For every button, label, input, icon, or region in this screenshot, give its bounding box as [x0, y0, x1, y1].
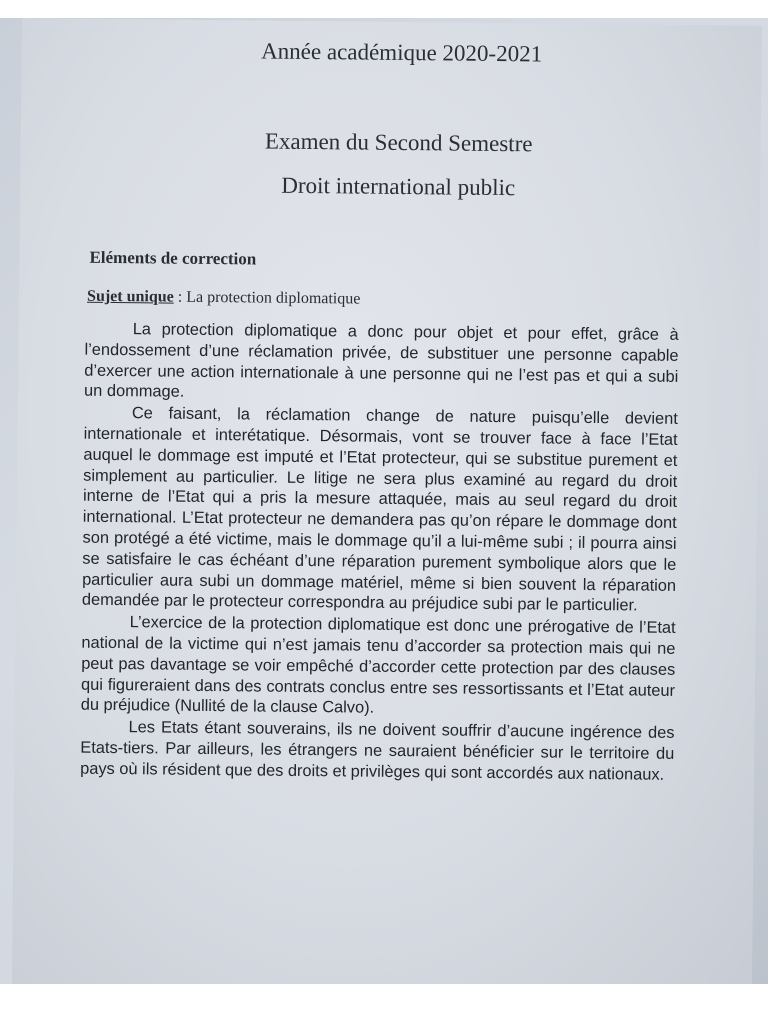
course-title: Droit international public — [281, 172, 516, 201]
subject-line — [87, 288, 361, 309]
subject-title: La protection diplomatique — [186, 288, 361, 308]
paragraph-3: L’exercice de la protection diplomatique est donc une prérogative de l’Etat national de la victime qui n’est jamais tenu d’accorder sa protection mais qui ne peut pas davantage se voir empêché d’accorder cette protection par des clauses qui figureraient dans des contrats conclus entre ses ressortissants et l’Etat auteur du préjudice (Nullité de la clause Calvo). — [80, 613, 676, 718]
paragraph-2: Ce faisant, la réclamation change de nature puisqu’elle devient internationale et interétatique. Désormais, vont se trouver face à face l’Etat auquel le dommage est imputé et l’Etat protecteur, qui se substitue purement et simplement au particulier. Le litige ne sera plus examiné au regard du droit interne de l’Etat qui a pris la mesure attaquée, mais au seul regard du droit international. L’Etat protecteur ne demandera pas qu’on répare le dommage dont son protégé a été victime, mais le dommage qu’il a lui-même subi ; il pourra ainsi se satisfaire le cas échéant d’une réparation purement symbolique alors que le particulier aura subi un dommage matériel, même si bien souvent la réparation demandée par le protecteur correspondra au préjudice subi par le particulier. — [81, 404, 678, 615]
exam-sheet — [12, 18, 762, 984]
section-heading: Eléments de correction — [89, 247, 257, 269]
exam-title: Examen du Second Semestre — [264, 128, 533, 157]
subject-label: Sujet unique — [87, 287, 174, 306]
document-photo — [0, 18, 768, 984]
paragraph-1: La protection diplomatique a donc pour objet et pour effet, grâce à l’endossement d’une réclamation privée, de substituer une personne capable d’exercer une action internationale à une personne qui ne l’est pas et qui a subi un dommage. — [84, 320, 679, 402]
subject-separator: : — [173, 288, 187, 306]
paragraph-4: Les Etats étant souverains, ils ne doivent souffrir d’aucune ingérence des Etats-tiers. Par ailleurs, les étrangers ne sauraient bénéficier sur le territoire du pays où ils résident que des droits et privilèges qui sont accordés aux nationaux. — [80, 718, 675, 784]
academic-year: Année académique 2020-2021 — [261, 38, 543, 67]
correction-body — [80, 319, 679, 786]
